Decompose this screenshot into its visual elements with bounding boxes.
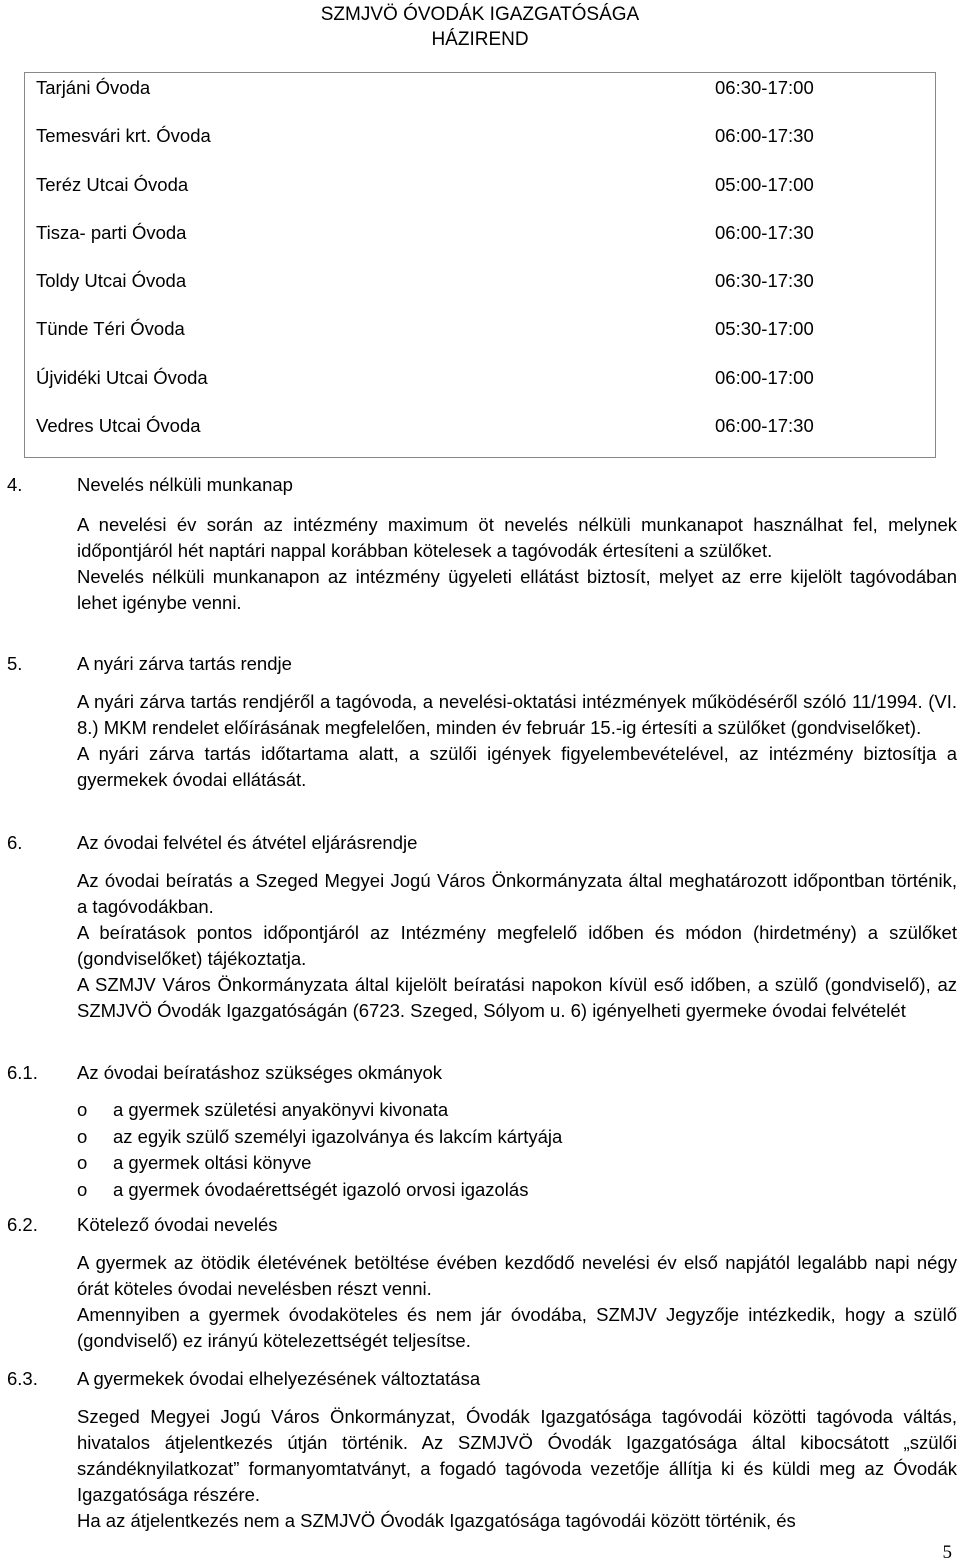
opening-hours: 06:00-17:30 [715,222,814,243]
section-number: 4. [7,474,23,495]
opening-hours: 05:30-17:00 [715,318,814,339]
section-4-body [77,512,957,616]
section-6-1-heading [7,1060,442,1086]
opening-hours: 05:00-17:00 [715,174,814,195]
section-number: 6.3. [7,1368,38,1389]
section-6-3-heading [7,1366,480,1392]
bullet-icon: o [77,1125,88,1147]
kindergarten-name: Tisza- parti Óvoda [36,222,187,243]
table-row [25,73,935,103]
paragraph: Nevelés nélküli munkanapon az intézmény ügyeleti ellátást biztosít, melyet az erre kijelölt tagóvodában lehet igénybe venni. [77,566,957,613]
paragraph: Ha az átjelentkezés nem a SZMJVÖ Óvodák Igazgatósága tagóvodái között történik, és [77,1510,796,1531]
section-6-2-heading [7,1212,278,1238]
opening-hours-table [24,72,936,458]
paragraph: A nyári zárva tartás időtartama alatt, a szülői igények figyelembevételével, az intézmény biztosítja a gyermekek óvodai ellátását. [77,743,957,790]
section-title: Az óvodai beíratáshoz szükséges okmányok [77,1062,443,1083]
kindergarten-name: Teréz Utcai Óvoda [36,174,189,195]
paragraph: Az óvodai beíratás a Szeged Megyei Jogú Város Önkormányzata által meghatározott időpontban történik, a tagóvodákban. [77,870,957,917]
list-item: o a gyermek oltási könyve [77,1150,562,1177]
section-6-heading [7,830,417,856]
section-title: A gyermekek óvodai elhelyezésének változtatása [77,1368,481,1389]
opening-hours: 06:00-17:30 [715,415,814,436]
table-row [25,411,935,441]
opening-hours: 06:00-17:30 [715,125,814,146]
paragraph: A SZMJV Város Önkormányzata által kijelölt beíratási napokon kívül eső időben, a szülő (gondviselő), az SZMJVÖ Óvodák Igazgatóságán (6723. Szeged, Sólyom u. 6) igényelheti gyermeke óvodai felvételét [77,974,957,1021]
kindergarten-name: Toldy Utcai Óvoda [36,270,187,291]
section-5-body [77,689,957,793]
section-4-heading [7,472,293,498]
bullet-icon: o [77,1152,88,1173]
section-title: A nyári zárva tartás rendje [77,653,292,674]
section-number: 6.2. [7,1214,38,1235]
table-row [25,266,935,296]
list-item: o az egyik szülő személyi igazolványa és lakcím kártyája [77,1124,562,1151]
section-number: 6. [7,832,23,853]
kindergarten-name: Tünde Téri Óvoda [36,318,185,339]
paragraph: Amennyiben a gyermek óvodaköteles és nem jár óvodába, SZMJV Jegyzője intézkedik, hogy a szülő (gondviselő) ez irányú kötelezettségét teljesítse. [77,1304,957,1351]
section-title: Az óvodai felvétel és átvétel eljárásrendje [77,832,418,853]
table-row [25,121,935,151]
section-number: 6.1. [7,1062,38,1083]
kindergarten-name: Temesvári krt. Óvoda [36,125,211,146]
page-header [0,2,960,52]
section-6-2-body [77,1250,957,1354]
paragraph: A gyermek az ötödik életévének betöltése évében kezdődő nevelési év első napjától legalább napi négy órát köteles óvodai nevelésben részt venni. [77,1252,957,1299]
opening-hours: 06:30-17:30 [715,270,814,291]
opening-hours: 06:00-17:00 [715,367,814,388]
header-org: SZMJVÖ ÓVODÁK IGAZGATÓSÁGA [320,4,640,25]
paragraph: A nevelési év során az intézmény maximum öt nevelés nélküli munkanapot használhat fel, melynek időpontjáról hét naptári nappal korábban kötelesek a tagóvodák értesíteni a szülőket. [77,514,957,561]
paragraph: Szeged Megyei Jogú Város Önkormányzat, Óvodák Igazgatósága tagóvodái közötti tagóvoda váltás, hivatalos átjelentkezés útján történik. Az SZMJVÖ Óvodák Igazgatósága által kibocsátott „szülői szándéknyilatkozat” formanyomtatványt, a fogadó tagóvoda vezetője állítja ki és küldi meg az Óvodák Igazgatósága részére. [77,1406,957,1505]
section-5-heading [7,651,292,677]
bullet-icon: o [77,1099,88,1120]
list-item: o a gyermek óvodaérettségét igazoló orvosi igazolás [77,1177,562,1204]
table-row [25,363,935,393]
kindergarten-name: Újvidéki Utcai Óvoda [36,367,208,388]
section-title: Kötelező óvodai nevelés [77,1214,278,1235]
section-6-body [77,868,957,1024]
opening-hours: 06:30-17:00 [715,77,814,98]
section-6-3-body [77,1404,957,1534]
header-doc-title: HÁZIREND [431,29,529,50]
section-title: Nevelés nélküli munkanap [77,474,293,495]
table-row [25,170,935,200]
required-documents-list [77,1097,562,1203]
kindergarten-name: Tarjáni Óvoda [36,77,151,98]
kindergarten-name: Vedres Utcai Óvoda [36,415,201,436]
paragraph: A nyári zárva tartás rendjéről a tagóvoda, a nevelési-oktatási intézmények működéséről szóló 11/1994. (VI. 8.) MKM rendelet előírásának megfelelően, minden év február 15.-ig értesíti a szülőket (gondviselőket). [77,691,957,738]
section-number: 5. [7,653,23,674]
page-number: 5 [942,1542,952,1563]
table-row [25,218,935,248]
table-row [25,314,935,344]
bullet-icon: o [77,1178,88,1200]
paragraph: A beíratások pontos időpontjáról az Intézmény megfelelő időben és módon (hirdetmény) a szülőket (gondviselőket) tájékoztatja. [77,922,957,969]
list-item: o a gyermek születési anyakönyvi kivonata [77,1097,562,1124]
